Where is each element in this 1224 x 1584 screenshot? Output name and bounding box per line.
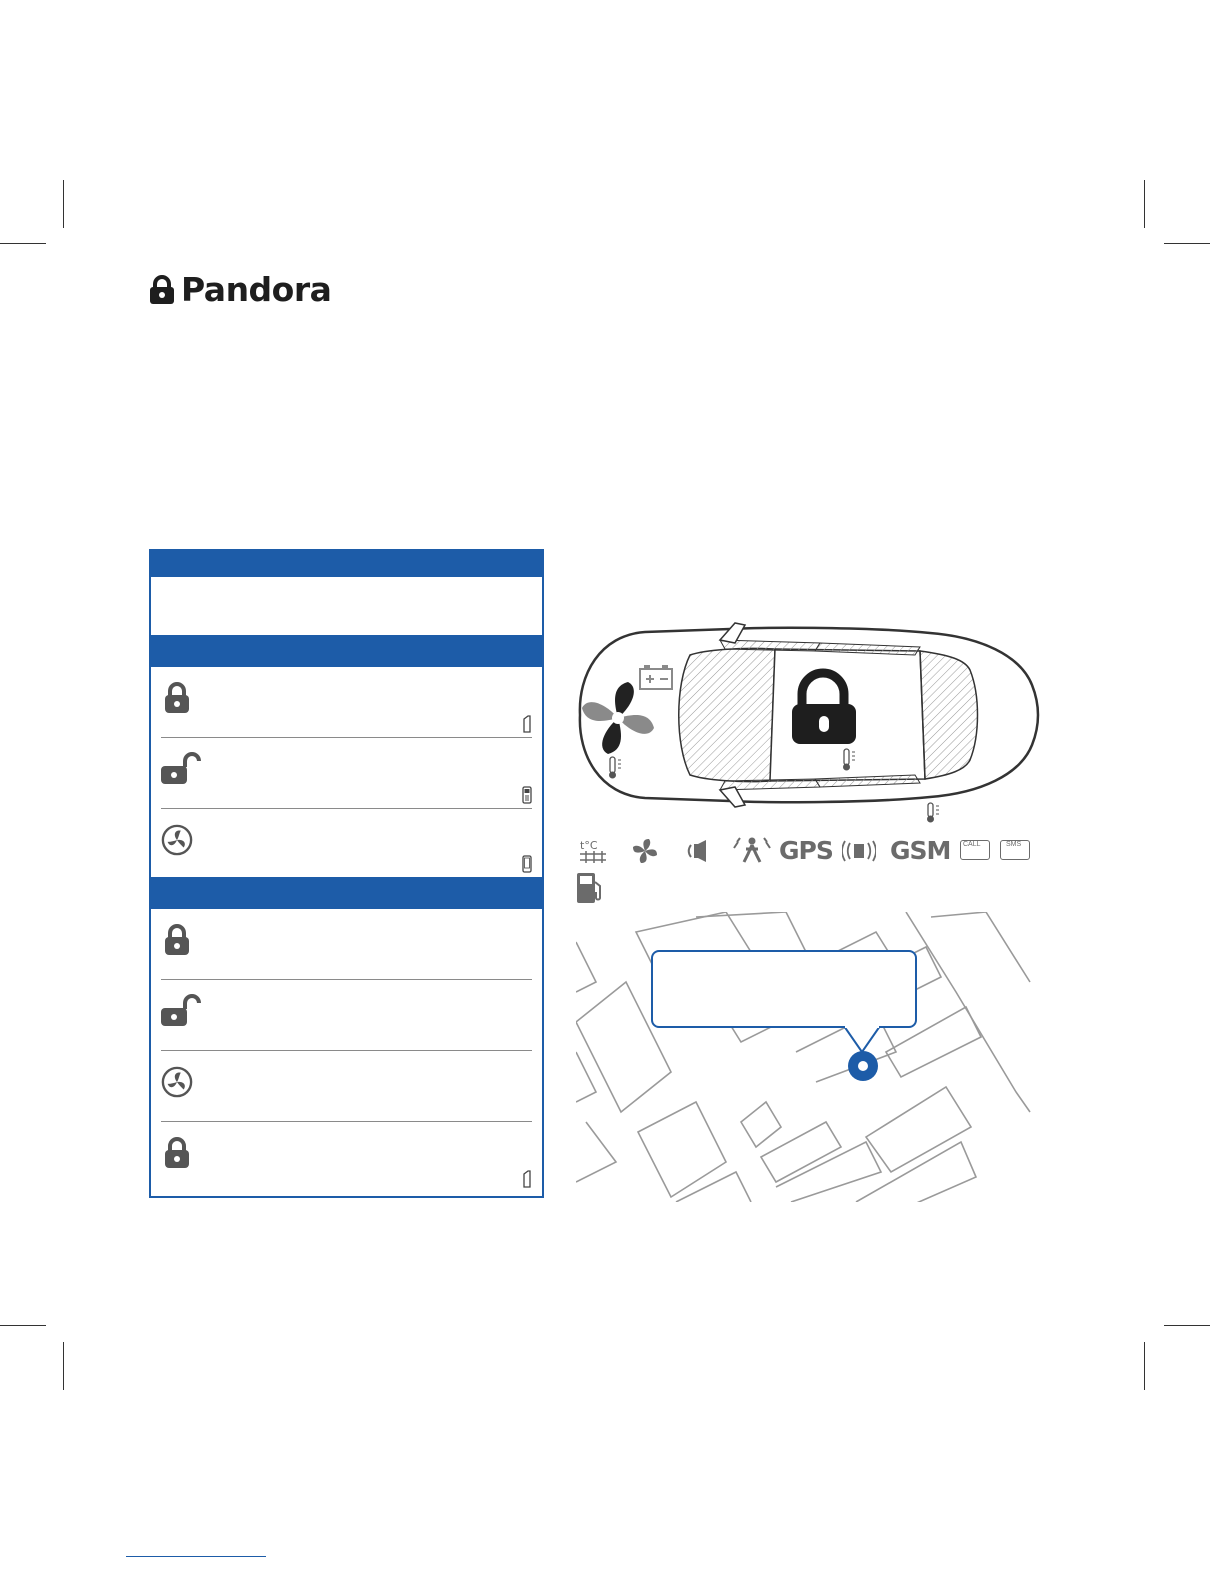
fuel-icon[interactable]	[576, 872, 604, 904]
lock-closed-icon	[161, 681, 193, 715]
brand-logo	[149, 270, 331, 309]
list-item[interactable]	[161, 909, 532, 980]
list-item[interactable]	[161, 980, 532, 1051]
brand-name: Pandora	[181, 270, 332, 309]
lock-closed-icon	[161, 1136, 193, 1170]
crop-mark	[63, 180, 64, 228]
command-panel	[149, 549, 544, 1198]
list-item[interactable]	[161, 1051, 532, 1122]
sms-icon[interactable]	[1000, 840, 1030, 860]
section-header-3	[151, 877, 542, 909]
motion-sensor-icon[interactable]	[732, 836, 772, 864]
crop-mark	[0, 243, 46, 244]
key-fob-icon	[522, 1170, 532, 1188]
location-pin-icon[interactable]	[847, 1050, 879, 1082]
fan-icon	[161, 1065, 193, 1099]
crop-mark	[1144, 1342, 1145, 1390]
phone-icon	[522, 786, 532, 804]
car-diagram	[570, 615, 1040, 825]
crop-mark	[1144, 180, 1145, 228]
gsm-icon[interactable]: GSM	[890, 836, 951, 865]
crop-mark	[63, 1342, 64, 1390]
padlock-icon	[149, 275, 175, 305]
lock-open-icon	[161, 994, 201, 1028]
engine-temp-icon[interactable]	[578, 838, 610, 864]
list-item[interactable]	[161, 1122, 532, 1192]
crop-mark	[1164, 243, 1210, 244]
battery-icon	[640, 665, 672, 689]
section-header-2	[151, 635, 542, 667]
lock-open-icon	[161, 752, 201, 786]
call-icon[interactable]	[960, 840, 990, 860]
windshield	[679, 648, 775, 781]
thermometer-icon	[927, 803, 939, 823]
siren-icon[interactable]	[686, 838, 716, 864]
crop-mark	[0, 1325, 46, 1326]
shock-sensor-icon[interactable]	[842, 838, 876, 864]
fan-icon	[161, 823, 193, 857]
key-fob-icon	[522, 715, 532, 733]
section-header-1	[151, 551, 542, 577]
lock-closed-icon	[161, 923, 193, 957]
smartphone-icon	[522, 855, 532, 873]
status-icons-bar	[576, 834, 1036, 906]
footnote-divider	[126, 1556, 266, 1557]
list-item[interactable]	[161, 667, 532, 738]
gps-icon[interactable]: GPS	[779, 836, 833, 865]
call-label: CALL	[963, 841, 981, 848]
rear-window	[920, 651, 978, 779]
fan-icon[interactable]	[632, 838, 658, 864]
crop-mark	[1164, 1325, 1210, 1326]
sms-label: SMS	[1006, 841, 1022, 848]
list-item[interactable]	[161, 738, 532, 809]
list-item[interactable]	[161, 809, 532, 877]
location-callout	[651, 950, 917, 1028]
svg-text:t°C: t°C	[580, 839, 598, 852]
